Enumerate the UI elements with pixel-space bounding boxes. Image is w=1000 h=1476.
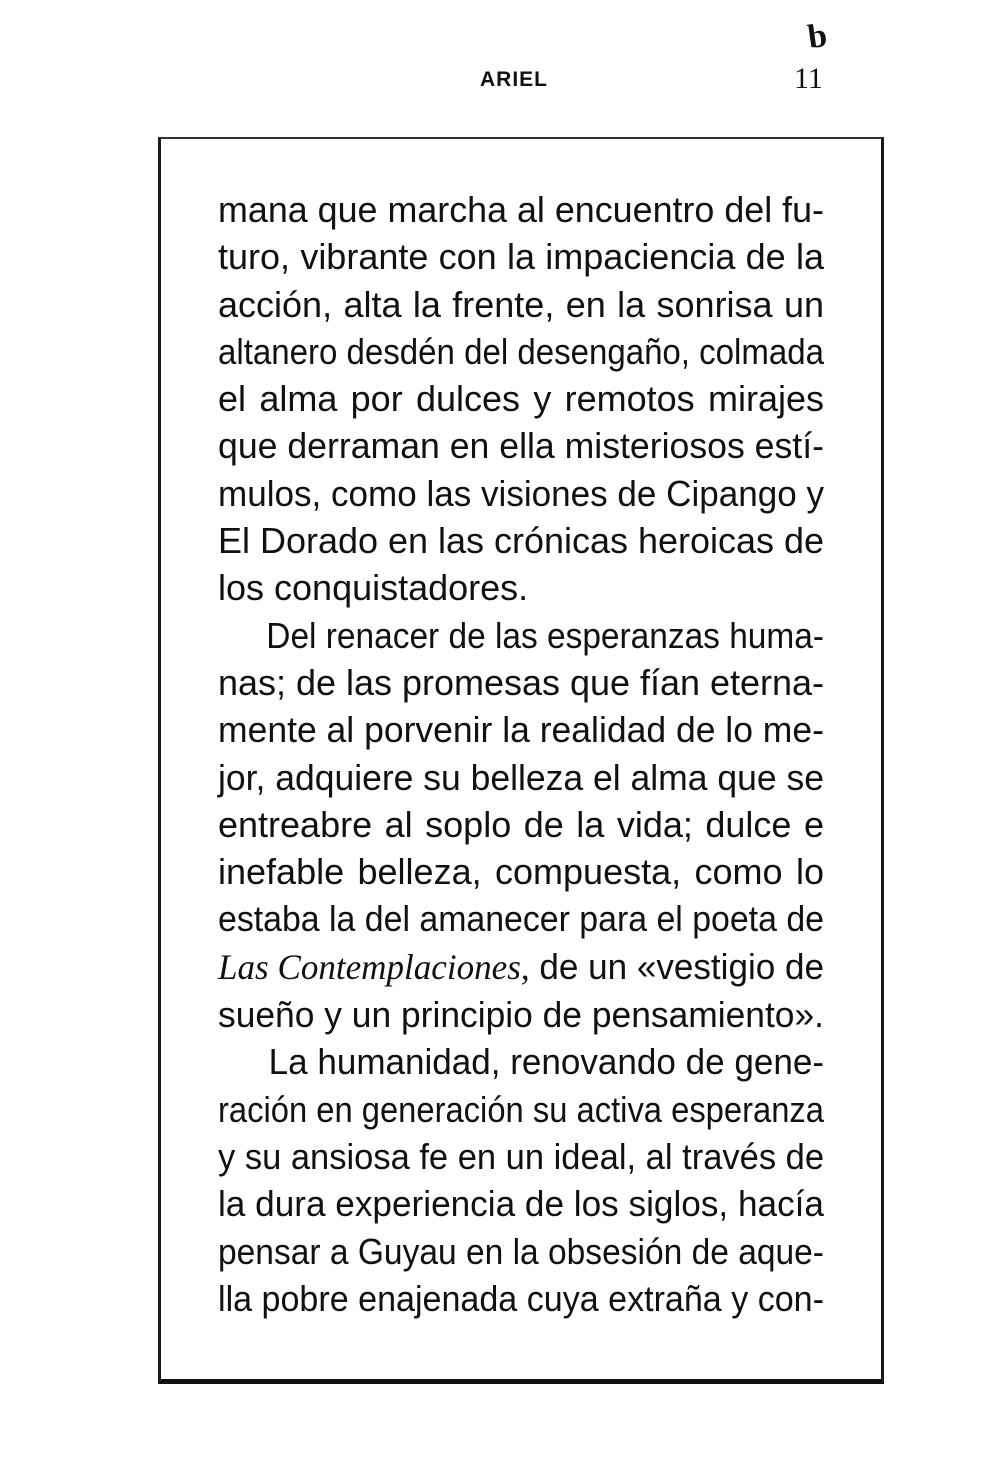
text-line: jor, adquiere su belleza el alma que se [218,756,824,798]
running-title: ARIEL [480,68,548,91]
text-fragment: de un «vestigio de [529,945,824,987]
text-line: estaba la del amanecer para el poeta de [218,898,824,940]
text-line: sueño y un principio de pensamiento». [218,994,825,1036]
text-line: mulos, como las visiones de Cipango y [218,472,825,514]
page-number: 11 [794,62,823,95]
text-line: Del renacer de las esperanzas huma- [266,614,824,656]
text-line: y su ansiosa fe en un ideal, al través de [218,1135,825,1177]
text-line: ración en generación su activa esperanza [218,1088,824,1130]
text-line: inefable belleza, compuesta, como lo [218,851,824,893]
book-title: Las Contemplaciones, [218,946,530,987]
text-line: que derraman en ella misteriosos estí- [218,425,824,467]
text-line: altanero desdén del desengaño, colmada [218,330,825,372]
text-line: lla pobre enajenada cuya extraña y con- [218,1277,824,1319]
text-line [218,943,824,991]
text-line: mana que marcha al encuentro del fu- [218,189,825,230]
text-line: La humanidad, renovando de gene- [268,1041,825,1083]
text-line: turo, vibrante con la impaciencia de la [218,236,824,278]
text-line: entreabre al soplo de la vida; dulce e [218,803,824,845]
text-line: los conquistadores. [218,567,529,609]
text-line: acción, alta la frente, en la sonrisa un [218,283,824,325]
text-line: El Dorado en las crónicas heroicas de [218,520,825,562]
handwritten-mark: b [805,16,830,57]
body-text [218,186,824,1322]
text-line: pensar a Guyau en la obsesión de aque- [218,1230,824,1272]
text-line: nas; de las promesas que fían eterna- [218,661,824,703]
text-line: el alma por dulces y remotos mirajes [218,378,824,420]
text-line: mente al porvenir la realidad de lo me- [218,709,824,751]
text-line: la dura experiencia de los siglos, hacía [218,1183,824,1225]
